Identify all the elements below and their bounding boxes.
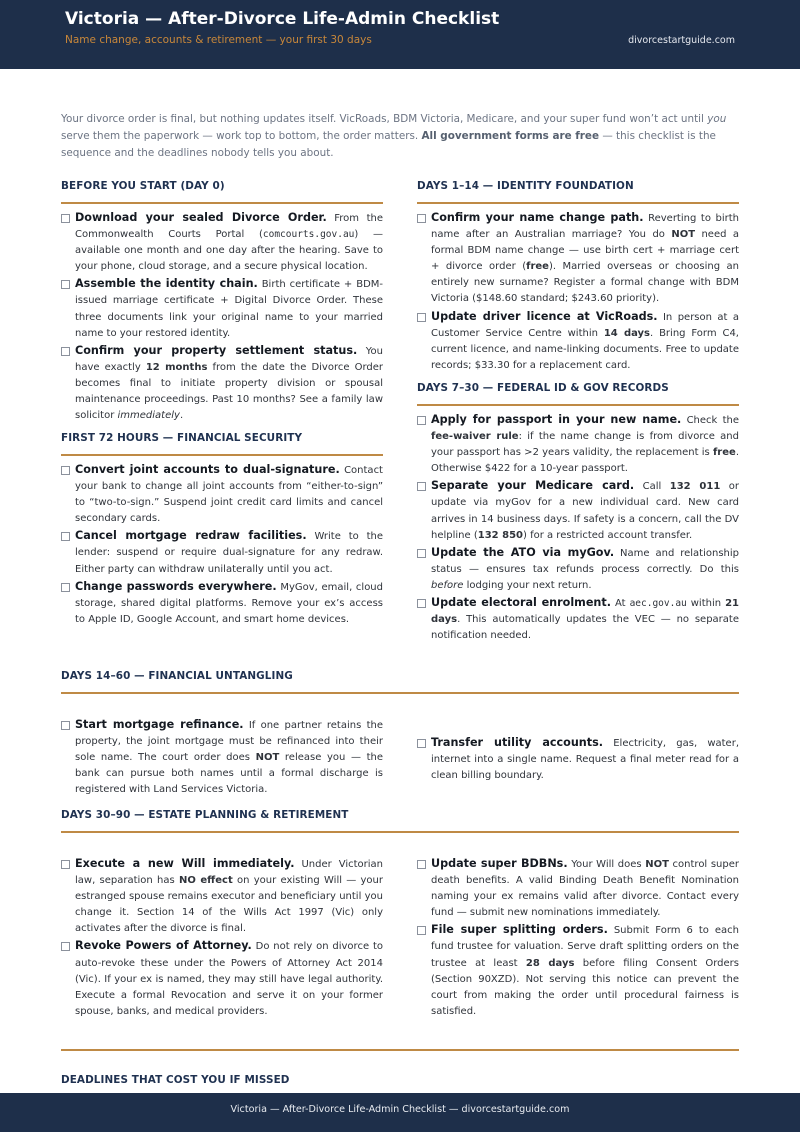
item-bold: free: [526, 261, 549, 273]
item-text: MyGov, email, cloud storage, shared digital platforms. Remove your ex’s access to Apple ID, Google Account, and smart home devices.: [75, 581, 383, 625]
checklist-item-joint-accounts: [61, 462, 383, 527]
checkbox[interactable]: [61, 532, 70, 541]
aec-url[interactable]: aec.gov.au: [629, 598, 687, 610]
item-text: release you — the bank can pursue both names until a formal discharge is registered with Land Services Victoria.: [75, 752, 383, 796]
checklist-item-name-change: [417, 210, 739, 308]
item-title: Update the ATO via myGov.: [431, 545, 615, 559]
checklist-item-property-settlement: [61, 343, 383, 424]
section-heading-days-30-90: DAYS 30–90 — ESTATE PLANNING & RETIREMENT: [61, 809, 349, 821]
section-divider: [61, 831, 739, 833]
item-bold: NOT: [671, 229, 696, 241]
checklist-days-14-60-left: [61, 717, 383, 799]
checkbox[interactable]: [417, 416, 426, 425]
checklist-item-identity-chain: [61, 276, 383, 341]
checklist-days-30-90-right: [417, 856, 739, 1021]
item-text: Contact your bank to change all joint accounts from “either-to-sign” to “two-to-sign.” Suspend joint credit card limits and cancel secondary cards.: [75, 465, 383, 525]
section-divider: [61, 202, 383, 204]
checkbox[interactable]: [417, 860, 426, 869]
checkbox[interactable]: [417, 482, 426, 491]
item-title: Execute a new Will immediately.: [75, 857, 295, 870]
item-text: At: [610, 598, 630, 610]
item-bold: fee-waiver rule: [431, 431, 519, 443]
item-title: Update super BDBNs.: [431, 857, 568, 870]
checklist-item-download-order: [61, 210, 383, 275]
item-text: Write to the lender: suspend or require dual-signature for any redraw. Either party can withdraw unilaterally until you act.: [75, 531, 383, 575]
item-text: Under Victorian law, separation has: [75, 859, 383, 887]
checklist-days-1-14: [417, 210, 739, 375]
item-text: within: [686, 598, 726, 610]
intro-text-1: Your divorce order is final, but nothing updates itself. VicRoads, BDM Victoria, Medicare, and your super fund won’t act until: [61, 113, 708, 125]
item-title: Update electoral enrolment.: [431, 596, 611, 610]
section-divider: [61, 692, 739, 694]
checklist-item-electoral: [417, 595, 739, 644]
section-divider: [61, 1049, 739, 1051]
intro-bold: All government forms are free: [421, 130, 600, 142]
item-text: Check the: [681, 415, 739, 426]
checklist-before-start: [61, 210, 383, 425]
checklist-days-30-90-left: [61, 856, 383, 1021]
item-title: Update driver licence at VicRoads.: [431, 309, 658, 323]
item-text: lodging your next return.: [463, 579, 592, 591]
item-title: Transfer utility accounts.: [431, 736, 604, 749]
item-text: on your existing Will — your estranged spouse remains executor and beneficiary until you change it. Section 14 of the Wills Act 1997 (Vic) only activates after the divorce is final.: [75, 875, 383, 935]
checklist-item-powers-of-attorney: [61, 938, 383, 1019]
item-emphasis: immediately: [117, 410, 180, 422]
item-title: Convert joint accounts to dual-signature.: [75, 463, 340, 476]
checkbox[interactable]: [417, 313, 426, 322]
item-bold: NOT: [255, 752, 280, 764]
item-bold: 28 days: [525, 957, 575, 969]
checklist-item-passport: [417, 412, 739, 477]
item-bold: 132 011: [669, 481, 721, 493]
item-text: Submit Form 6 to each fund trustee for valuation. Serve draft splitting orders on the trustee at least: [431, 925, 740, 969]
footer-text: Victoria — After-Divorce Life-Admin Checklist — divorcestartguide.com: [230, 1104, 570, 1115]
item-text: From the Commonwealth Courts Portal (: [75, 213, 383, 241]
checklist-item-medicare: [417, 478, 739, 543]
section-divider: [61, 454, 383, 456]
checkbox[interactable]: [61, 721, 70, 730]
item-text: ). Married overseas or choosing an entirely new surname? Register a formal change with BDM Victoria ($148.60 standard; $243.60 priority).: [431, 261, 739, 305]
item-title: Cancel mortgage redraw facilities.: [75, 529, 307, 543]
checklist-item-new-will: [61, 856, 383, 937]
checkbox[interactable]: [61, 280, 70, 289]
checklist-item-ato: [417, 545, 739, 594]
section-heading-days-7-30: DAYS 7–30 — FEDERAL ID & GOV RECORDS: [417, 382, 669, 394]
checklist-item-mortgage-refinance: [61, 717, 383, 798]
checklist-days-7-30: [417, 412, 739, 645]
item-text: need a formal BDM name change — use birth cert + marriage cert + divorce order (: [431, 229, 739, 273]
checklist-item-driver-licence: [417, 309, 739, 374]
section-heading-days-1-14: DAYS 1–14 — IDENTITY FOUNDATION: [417, 180, 634, 192]
checklist-first-72-hours: [61, 462, 383, 629]
section-divider: [417, 404, 739, 406]
item-bold: 21 days: [431, 598, 739, 626]
item-text: . Otherwise $422 for a 10-year passport.: [431, 447, 739, 475]
section-heading-days-14-60: DAYS 14–60 — FINANCIAL UNTANGLING: [61, 670, 293, 682]
section-heading-before-start: BEFORE YOU START (DAY 0): [61, 180, 225, 192]
checkbox[interactable]: [417, 926, 426, 935]
portal-url[interactable]: comcourts.gov.au: [262, 229, 355, 241]
item-text: Name and relationship status — ensures tax refunds process correctly. Do this: [431, 547, 739, 575]
item-text: ) for a restricted account transfer.: [522, 529, 693, 541]
item-emphasis: before: [431, 579, 464, 591]
footer-banner: [0, 1093, 800, 1132]
item-text: In person at a Customer Service Centre within: [431, 311, 739, 339]
checklist-days-14-60-right: [417, 735, 739, 785]
item-bold: 12 months: [145, 361, 208, 373]
checkbox[interactable]: [61, 583, 70, 592]
checklist-item-passwords: [61, 579, 383, 628]
item-bold: 132 850: [477, 529, 523, 541]
item-text: ) — available one month and one day after the hearing. Save to your phone, cloud storage, and a secure physical location.: [75, 229, 383, 273]
item-text: or update via myGov for a new individual card. New card arrives in 14 business days. If safety is a concern, call the DV helpline (: [431, 481, 739, 541]
section-heading-first-72-hours: FIRST 72 HOURS — FINANCIAL SECURITY: [61, 432, 303, 444]
site-link[interactable]: divorcestartguide.com: [628, 35, 735, 46]
checkbox[interactable]: [61, 347, 70, 356]
item-text: If one partner retains the property, the joint mortgage must be refinanced into their sole name. The court order does: [75, 720, 383, 764]
item-text: . Bring Form C4, current licence, and name-linking documents. Free to update records; $33.30 for a replacement card.: [431, 327, 739, 371]
item-text: . This automatically updates the VEC — no separate notification needed.: [431, 614, 739, 642]
intro-emphasis: you: [707, 113, 727, 125]
intro-text-2: serve them the paperwork — work top to bottom, the order matters.: [61, 130, 422, 142]
item-bold: NO effect: [178, 875, 233, 887]
item-text: .: [179, 410, 184, 422]
item-title: File super splitting orders.: [431, 923, 608, 937]
checkbox[interactable]: [417, 739, 426, 748]
page-subtitle: Name change, accounts & retirement — your first 30 days: [65, 34, 372, 46]
item-title: Change passwords everywhere.: [75, 579, 277, 593]
item-text: Do not rely on divorce to auto-revoke these under the Powers of Attorney Act 2014 (Vic). If your ex is named, they may still have legal authority. Execute a formal Revocation and serve it on your former spouse, banks, and medical providers.: [75, 941, 383, 1017]
section-divider: [417, 202, 739, 204]
item-text: You have exactly: [75, 345, 383, 373]
checkbox[interactable]: [417, 549, 426, 558]
page-title: Victoria — After-Divorce Life-Admin Checklist: [65, 9, 500, 29]
item-title: Confirm your property settlement status.: [75, 343, 358, 357]
item-bold: 14 days: [603, 327, 651, 339]
item-bold: NOT: [645, 859, 669, 870]
item-bold: free: [712, 447, 736, 459]
item-title: Revoke Powers of Attorney.: [75, 939, 252, 953]
item-text: : if the name change is from divorce and your passport has >2 years validity, the replacement is: [431, 431, 739, 459]
item-title: Download your sealed Divorce Order.: [75, 211, 327, 224]
item-text: Electricity, gas, water, internet into a single name. Request a final meter read for a clean billing boundary.: [431, 738, 739, 782]
item-title: Separate your Medicare card.: [431, 479, 635, 493]
item-text: from the date the Divorce Order becomes final to initiate property division or spousal maintenance proceedings. Past 10 months? See a family law solicitor: [75, 361, 383, 422]
item-text: Your Will does: [567, 859, 646, 870]
header-banner: [0, 0, 800, 69]
checkbox[interactable]: [417, 599, 426, 608]
item-text: control super death benefits. A valid Binding Death Benefit Nomination naming your ex remains valid after divorce. Contact every fund — submit new nominations immediately.: [431, 859, 739, 919]
intro-text-3: — this checklist is the sequence and the deadlines nobody tells you about.: [61, 130, 716, 159]
item-title: Apply for passport in your new name.: [431, 413, 682, 426]
checkbox[interactable]: [61, 942, 70, 951]
checklist-item-utilities: [417, 735, 739, 784]
item-text: Call: [634, 481, 670, 493]
checkbox[interactable]: [61, 214, 70, 223]
checklist-item-super-splitting: [417, 922, 739, 1020]
item-title: Assemble the identity chain.: [75, 277, 258, 291]
checklist-item-super-bdbn: [417, 856, 739, 921]
section-heading-deadlines: DEADLINES THAT COST YOU IF MISSED: [61, 1074, 290, 1086]
intro-paragraph: [61, 111, 739, 162]
checklist-item-mortgage-redraw: [61, 528, 383, 577]
checkbox[interactable]: [417, 214, 426, 223]
item-title: Start mortgage refinance.: [75, 718, 244, 731]
item-text: Birth certificate + BDM-issued marriage certificate + Digital Divorce Order. These three documents link your original name to your married name to your restored identity.: [75, 279, 384, 339]
checkbox[interactable]: [61, 466, 70, 475]
checkbox[interactable]: [61, 860, 70, 869]
item-title: Confirm your name change path.: [431, 211, 644, 224]
item-text: before filing Consent Orders (Section 90XZD). Not serving this notice can prevent the court from making the order until procedural fairness is satisfied.: [431, 957, 739, 1017]
item-text: Reverting to birth name after an Australian marriage? You do: [431, 213, 739, 241]
